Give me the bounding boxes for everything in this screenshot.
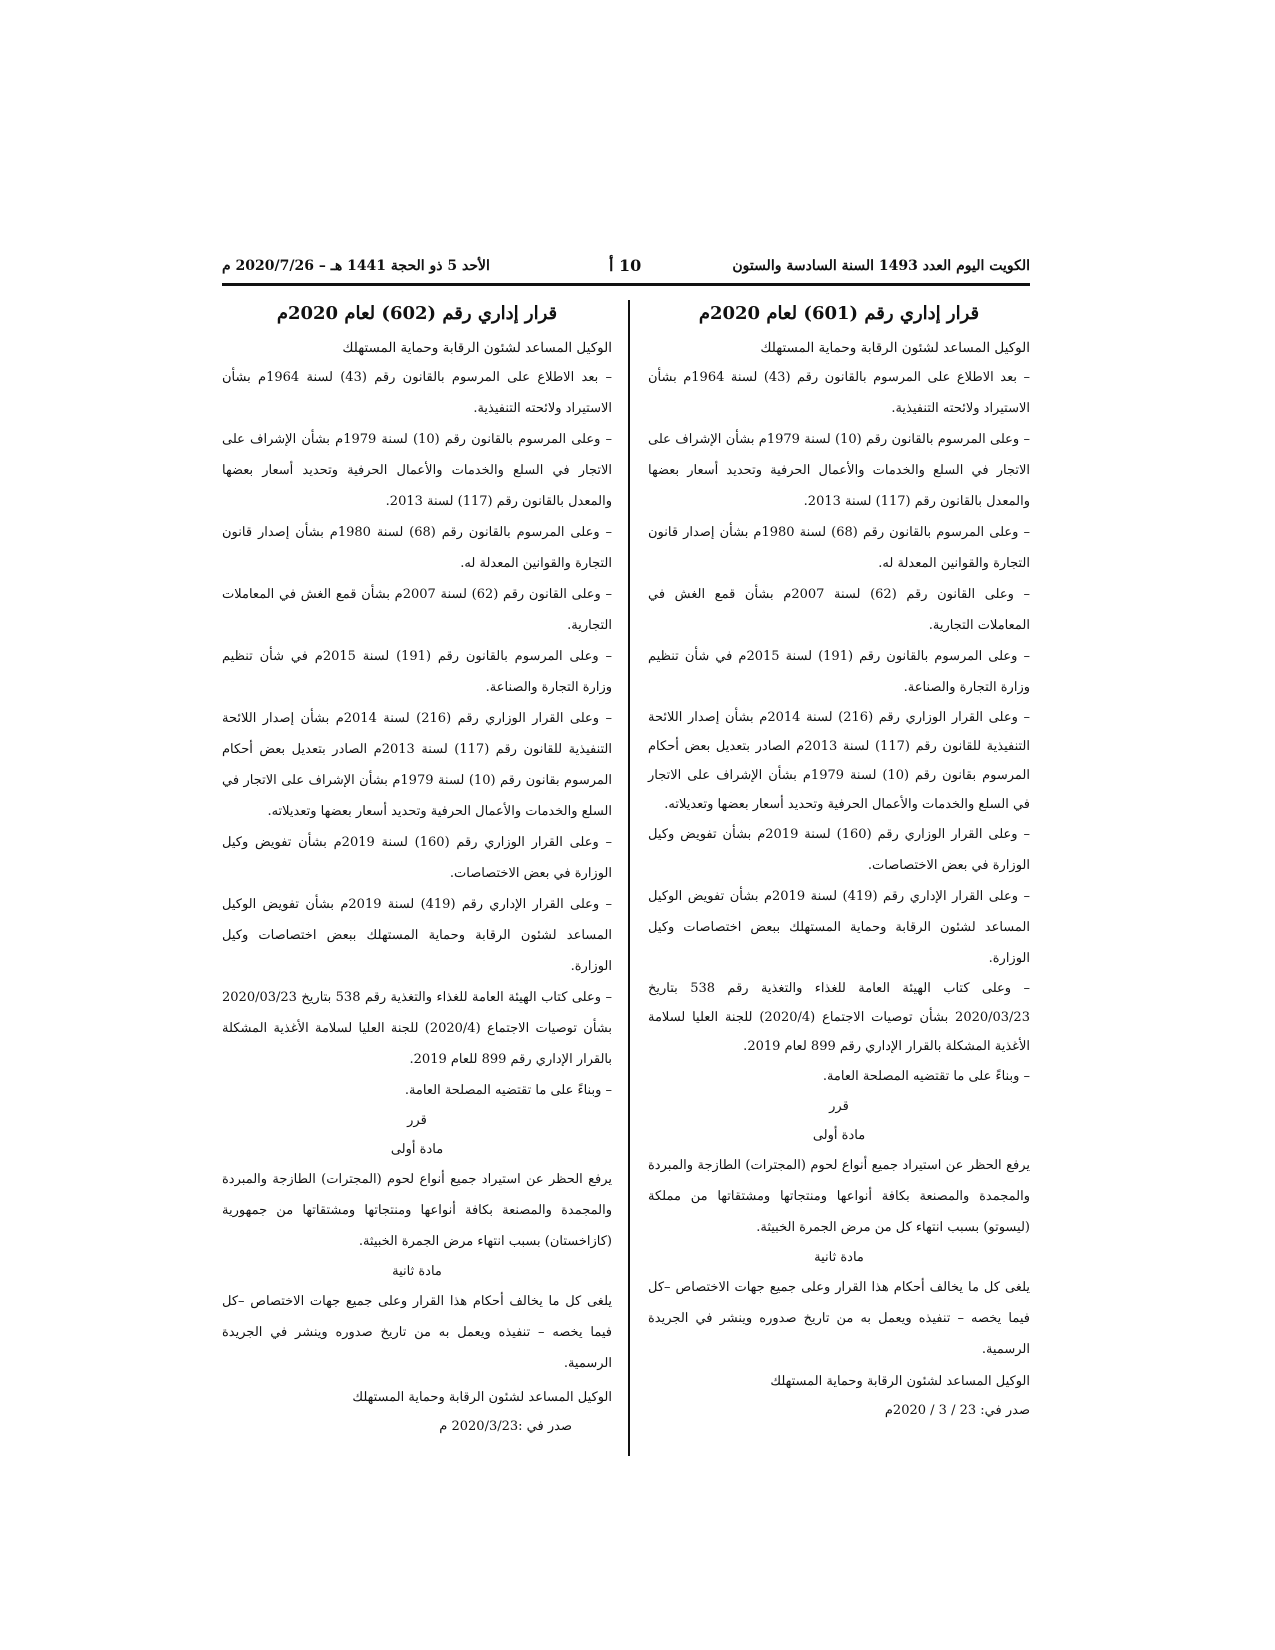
preamble-item: – وعلى كتاب الهيئة العامة للغذاء والتغذية رقم 538 بتاريخ 2020/03/23 بشأن توصيات الاجتماع (2020/4) للجنة العليا لسلامة الأغذية المشكلة بالقرار الإداري رقم 899 لعام 2019. (648, 981, 1030, 1054)
preamble-item: – وعلى المرسوم بالقانون رقم (191) لسنة 2015م في شأن تنظيم وزارة التجارة والصناعة. (648, 649, 1030, 695)
gazette-issue-info: الكويت اليوم العدد 1493 السنة السادسة والستون (732, 258, 1030, 274)
page-header (222, 256, 1030, 282)
column-divider (628, 300, 630, 1456)
preamble-item: – بعد الاطلاع على المرسوم بالقانون رقم (43) لسنة 1964م بشأن الاستيراد ولائحته التنفيذية. (648, 370, 1031, 416)
preamble-item: – وعلى المرسوم بالقانون رقم (191) لسنة 2015م في شأن تنظيم وزارة التجارة والصناعة. (222, 649, 612, 695)
article-2-text: يلغى كل ما يخالف أحكام هذا القرار وعلى جميع جهات الاختصاص –كل فيما يخصه – تنفيذه ويعمل به من تاريخ صدوره وينشر في الجريدة الرسمية. (222, 1294, 612, 1371)
preamble-item: – وعلى القرار الإداري رقم (419) لسنة 2019م بشأن تفويض الوكيل المساعد لشئون الرقابة وحماية المستهلك ببعض اختصاصات وكيل الوزارة. (222, 897, 612, 974)
decision-602-column (222, 298, 612, 1441)
decided-heading: قرر (829, 1099, 849, 1114)
preamble-item: – وعلى القرار الوزاري رقم (216) لسنة 2014م بشأن إصدار اللائحة التنفيذية للقانون رقم (117) لسنة 2013م الصادر بتعديل بعض أحكام المرسوم بقانون رقم (10) لسنة 1979م بشأن الإشراف على الاتجار في السلع والخدمات والأعمال الحرفية وتحديد أسعار بعضها وتعديلاته. (222, 711, 613, 819)
preamble-item: – وعلى المرسوم بالقانون رقم (68) لسنة 1980م بشأن إصدار قانون التجارة والقوانين المعدلة له. (648, 525, 1030, 571)
preamble-item: – وعلى القرار الوزاري رقم (160) لسنة 2019م بشأن تفويض وكيل الوزارة في بعض الاختصاصات. (648, 827, 1030, 873)
issue-date-601: صدر في: 23 / 3 / 2020م (884, 1403, 1030, 1418)
article-2-text: يلغى كل ما يخالف أحكام هذا القرار وعلى جميع جهات الاختصاص –كل فيما يخصه – تنفيذه ويعمل به من تاريخ صدوره وينشر في الجريدة الرسمية. (648, 1280, 1030, 1357)
issue-date-602: صدر في :2020/3/23 م (439, 1419, 572, 1434)
article-1-heading: مادة أولى (390, 1142, 444, 1157)
preamble-item: – وبناءً على ما تقتضيه المصلحة العامة. (404, 1083, 612, 1098)
preamble-item: – وعلى القرار الوزاري رقم (160) لسنة 2019م بشأن تفويض وكيل الوزارة في بعض الاختصاصات. (222, 835, 612, 881)
preamble-item: – بعد الاطلاع على المرسوم بالقانون رقم (43) لسنة 1964م بشأن الاستيراد ولائحته التنفيذية. (222, 370, 613, 416)
signatory: الوكيل المساعد لشئون الرقابة وحماية المستهلك (770, 1374, 1030, 1389)
decision-title: قرار إداري رقم (602) لعام 2020م (276, 303, 558, 324)
preamble-item: – وعلى القانون رقم (62) لسنة 2007م بشأن قمع الغش في المعاملات التجارية. (222, 587, 612, 633)
preamble-item: – وعلى القانون رقم (62) لسنة 2007م بشأن قمع الغش في المعاملات التجارية. (648, 587, 1030, 633)
issue-date: الأحد 5 ذو الحجة 1441 هـ – 2020/7/26 م (222, 258, 490, 274)
preamble-item: – وعلى المرسوم بالقانون رقم (68) لسنة 1980م بشأن إصدار قانون التجارة والقوانين المعدلة له. (222, 525, 612, 571)
signatory: الوكيل المساعد لشئون الرقابة وحماية المستهلك (352, 1390, 612, 1405)
issuing-authority: الوكيل المساعد لشئون الرقابة وحماية المستهلك (760, 340, 1030, 356)
page-number: 10 أ (609, 256, 642, 275)
decision-title: قرار إداري رقم (601) لعام 2020م (698, 303, 980, 324)
header-rule (222, 283, 1030, 286)
decided-heading: قرر (407, 1113, 427, 1128)
preamble-item: – وعلى القرار الوزاري رقم (216) لسنة 2014م بشأن إصدار اللائحة التنفيذية للقانون رقم (117) لسنة 2013م الصادر بتعديل بعض أحكام المرسوم بقانون رقم (10) لسنة 1979م بشأن الإشراف على الاتجار في السلع والخدمات والأعمال الحرفية وتحديد أسعار بعضها وتعديلاته. (648, 710, 1030, 812)
issuing-authority: الوكيل المساعد لشئون الرقابة وحماية المستهلك (342, 340, 612, 356)
decision-601-column (648, 298, 1030, 1425)
preamble-item: – وبناءً على ما تقتضيه المصلحة العامة. (822, 1069, 1030, 1084)
article-1-heading: مادة أولى (812, 1128, 866, 1143)
article-2-heading: مادة ثانية (392, 1264, 442, 1279)
preamble-item: – وعلى المرسوم بالقانون رقم (10) لسنة 1979م بشأن الإشراف على الاتجار في السلع والخدمات والأعمال الحرفية وتحديد أسعار بعضها والمعدل بالقانون رقم (117) لسنة 2013. (222, 432, 612, 509)
preamble-item: – وعلى كتاب الهيئة العامة للغذاء والتغذية رقم 538 بتاريخ 2020/03/23 بشأن توصيات الاجتماع (2020/4) للجنة العليا لسلامة الأغذية المشكلة بالقرار الإداري رقم 899 للعام 2019. (222, 990, 613, 1067)
article-1-text: يرفع الحظر عن استيراد جميع أنواع لحوم (المجترات) الطازجة والمبردة والمجمدة والمصنعة بكافة أنواعها ومنتجاتها ومشتقاتها من جمهورية (كازاخستان) بسبب انتهاء مرض الجمرة الخبيثة. (222, 1172, 612, 1249)
article-1-text: يرفع الحظر عن استيراد جميع أنواع لحوم (المجترات) الطازجة والمبردة والمجمدة والمصنعة بكافة أنواعها ومنتجاتها ومشتقاتها من مملكة (ليسوتو) بسبب انتهاء كل من مرض الجمرة الخبيثة. (648, 1158, 1030, 1235)
preamble-item: – وعلى المرسوم بالقانون رقم (10) لسنة 1979م بشأن الإشراف على الاتجار في السلع والخدمات والأعمال الحرفية وتحديد أسعار بعضها والمعدل بالقانون رقم (117) لسنة 2013. (648, 432, 1030, 509)
article-2-heading: مادة ثانية (814, 1250, 864, 1265)
preamble-item: – وعلى القرار الإداري رقم (419) لسنة 2019م بشأن تفويض الوكيل المساعد لشئون الرقابة وحماية المستهلك ببعض اختصاصات وكيل الوزارة. (648, 889, 1030, 966)
